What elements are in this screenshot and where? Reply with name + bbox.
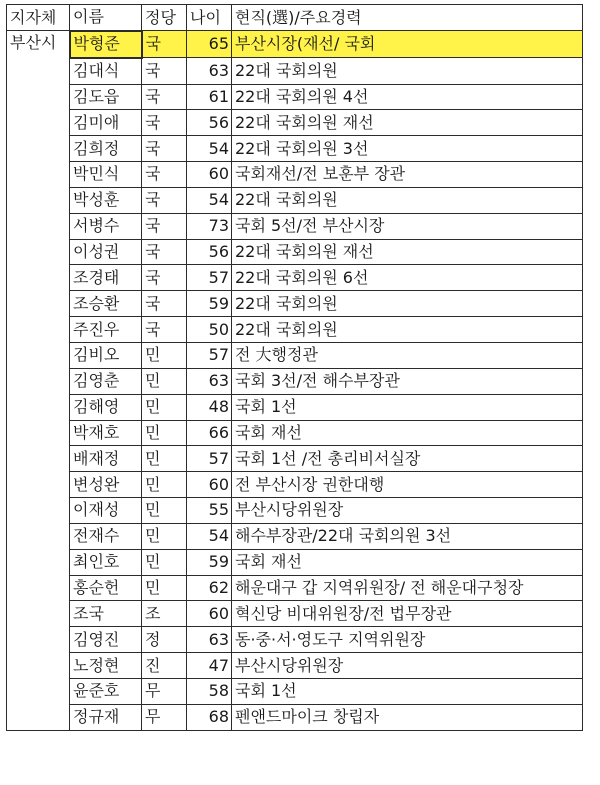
career-cell: 22대 국회의원 4선 — [232, 84, 583, 110]
table-row — [7, 162, 583, 188]
name-cell: 서병수 — [70, 213, 142, 239]
name-cell: 윤준호 — [70, 678, 142, 704]
name-cell: 김대식 — [70, 58, 142, 84]
name-cell: 홍순헌 — [70, 575, 142, 601]
name-cell: 주진우 — [70, 317, 142, 343]
career-cell: 부산시당위원장 — [232, 498, 583, 524]
age-cell: 54 — [187, 136, 232, 162]
table-row — [7, 213, 583, 239]
party-cell: 무 — [142, 704, 187, 730]
name-cell: 전재수 — [70, 523, 142, 549]
name-cell: 김영춘 — [70, 368, 142, 394]
name-cell: 김희정 — [70, 136, 142, 162]
table-row — [7, 265, 583, 291]
career-cell: 국회 3선/전 해수부장관 — [232, 368, 583, 394]
table-row — [7, 498, 583, 524]
age-cell: 58 — [187, 678, 232, 704]
age-cell: 56 — [187, 239, 232, 265]
table-row — [7, 342, 583, 368]
career-cell: 국회재선/전 보훈부 장관 — [232, 162, 583, 188]
age-cell: 57 — [187, 265, 232, 291]
candidate-table — [6, 4, 583, 731]
age-cell: 62 — [187, 575, 232, 601]
party-cell: 조 — [142, 601, 187, 627]
name-cell: 이재성 — [70, 498, 142, 524]
table-row — [7, 627, 583, 653]
header-age: 나이 — [187, 5, 232, 31]
table-row — [7, 575, 583, 601]
table-row — [7, 368, 583, 394]
career-cell: 국회 1선 — [232, 678, 583, 704]
party-cell: 민 — [142, 523, 187, 549]
career-cell: 국회 1선 — [232, 394, 583, 420]
age-cell: 63 — [187, 58, 232, 84]
career-cell: 22대 국회의원 6선 — [232, 265, 583, 291]
candidate-sheet — [6, 4, 583, 731]
name-cell: 조경태 — [70, 265, 142, 291]
career-cell: 22대 국회의원 3선 — [232, 136, 583, 162]
table-row — [7, 291, 583, 317]
career-cell: 부산시장(재선/ 국회 — [232, 31, 583, 58]
party-cell: 민 — [142, 549, 187, 575]
name-cell: 김미애 — [70, 110, 142, 136]
age-cell: 50 — [187, 317, 232, 343]
career-cell: 국회 재선 — [232, 549, 583, 575]
table-row — [7, 678, 583, 704]
table-row — [7, 317, 583, 343]
header-region: 지자체 — [7, 5, 70, 31]
career-cell: 22대 국회의원 재선 — [232, 239, 583, 265]
party-cell: 국 — [142, 317, 187, 343]
table-row — [7, 523, 583, 549]
party-cell: 민 — [142, 498, 187, 524]
table-row — [7, 420, 583, 446]
name-cell: 박민식 — [70, 162, 142, 188]
table-row — [7, 601, 583, 627]
party-cell: 민 — [142, 446, 187, 472]
career-cell: 펜앤드마이크 창립자 — [232, 704, 583, 730]
table-row — [7, 58, 583, 84]
age-cell: 63 — [187, 627, 232, 653]
party-cell: 민 — [142, 394, 187, 420]
career-cell: 동·중·서·영도구 지역위원장 — [232, 627, 583, 653]
age-cell: 59 — [187, 291, 232, 317]
career-cell: 부산시당위원장 — [232, 653, 583, 679]
age-cell: 47 — [187, 653, 232, 679]
age-cell: 59 — [187, 549, 232, 575]
party-cell: 민 — [142, 342, 187, 368]
career-cell: 혁신당 비대위원장/전 법무장관 — [232, 601, 583, 627]
party-cell: 국 — [142, 136, 187, 162]
party-cell: 국 — [142, 239, 187, 265]
career-cell: 22대 국회의원 — [232, 317, 583, 343]
party-cell: 국 — [142, 162, 187, 188]
party-cell: 국 — [142, 110, 187, 136]
party-cell: 정 — [142, 627, 187, 653]
age-cell: 73 — [187, 213, 232, 239]
name-cell: 김도읍 — [70, 84, 142, 110]
party-cell: 민 — [142, 420, 187, 446]
party-cell: 국 — [142, 213, 187, 239]
career-cell: 22대 국회의원 — [232, 58, 583, 84]
table-row — [7, 549, 583, 575]
age-cell: 60 — [187, 472, 232, 498]
party-cell: 국 — [142, 265, 187, 291]
party-cell: 국 — [142, 187, 187, 213]
name-cell: 이성권 — [70, 239, 142, 265]
career-cell: 국회 5선/전 부산시장 — [232, 213, 583, 239]
table-row — [7, 394, 583, 420]
age-cell: 54 — [187, 523, 232, 549]
career-cell: 전 大행정관 — [232, 342, 583, 368]
age-cell: 61 — [187, 84, 232, 110]
age-cell: 68 — [187, 704, 232, 730]
table-row — [7, 136, 583, 162]
age-cell: 60 — [187, 162, 232, 188]
age-cell: 48 — [187, 394, 232, 420]
party-cell: 국 — [142, 84, 187, 110]
name-cell: 조국 — [70, 601, 142, 627]
header-party: 정당 — [142, 5, 187, 31]
age-cell: 54 — [187, 187, 232, 213]
age-cell: 56 — [187, 110, 232, 136]
party-cell: 민 — [142, 575, 187, 601]
header-name: 이름 — [70, 5, 142, 31]
career-cell: 국회 1선 /전 총리비서실장 — [232, 446, 583, 472]
career-cell: 해운대구 갑 지역위원장/ 전 해운대구청장 — [232, 575, 583, 601]
name-cell: 김비오 — [70, 342, 142, 368]
name-cell: 박성훈 — [70, 187, 142, 213]
age-cell: 63 — [187, 368, 232, 394]
region-cell: 부산시 — [7, 31, 70, 730]
header-career: 현직(選)/주요경력 — [232, 5, 583, 31]
party-cell: 진 — [142, 653, 187, 679]
name-cell: 변성완 — [70, 472, 142, 498]
party-cell: 국 — [142, 58, 187, 84]
party-cell: 국 — [142, 31, 187, 58]
party-cell: 무 — [142, 678, 187, 704]
table-body — [7, 31, 583, 730]
name-cell: 김영진 — [70, 627, 142, 653]
table-row — [7, 187, 583, 213]
name-cell: 박형준 — [70, 31, 142, 58]
party-cell: 국 — [142, 291, 187, 317]
table-row — [7, 704, 583, 730]
party-cell: 민 — [142, 368, 187, 394]
age-cell: 55 — [187, 498, 232, 524]
table-row — [7, 239, 583, 265]
career-cell: 22대 국회의원 — [232, 291, 583, 317]
career-cell: 국회 재선 — [232, 420, 583, 446]
name-cell: 정규재 — [70, 704, 142, 730]
table-row — [7, 472, 583, 498]
table-row — [7, 446, 583, 472]
table-row — [7, 110, 583, 136]
career-cell: 전 부산시장 권한대행 — [232, 472, 583, 498]
name-cell: 배재정 — [70, 446, 142, 472]
age-cell: 57 — [187, 342, 232, 368]
career-cell: 해수부장관/22대 국회의원 3선 — [232, 523, 583, 549]
name-cell: 김해영 — [70, 394, 142, 420]
age-cell: 60 — [187, 601, 232, 627]
career-cell: 22대 국회의원 재선 — [232, 110, 583, 136]
career-cell: 22대 국회의원 — [232, 187, 583, 213]
name-cell: 박재호 — [70, 420, 142, 446]
table-row — [7, 84, 583, 110]
age-cell: 65 — [187, 31, 232, 58]
age-cell: 66 — [187, 420, 232, 446]
age-cell: 57 — [187, 446, 232, 472]
table-row — [7, 31, 583, 58]
table-row — [7, 653, 583, 679]
header-row — [7, 5, 583, 31]
name-cell: 최인호 — [70, 549, 142, 575]
party-cell: 민 — [142, 472, 187, 498]
name-cell: 노정현 — [70, 653, 142, 679]
name-cell: 조승환 — [70, 291, 142, 317]
